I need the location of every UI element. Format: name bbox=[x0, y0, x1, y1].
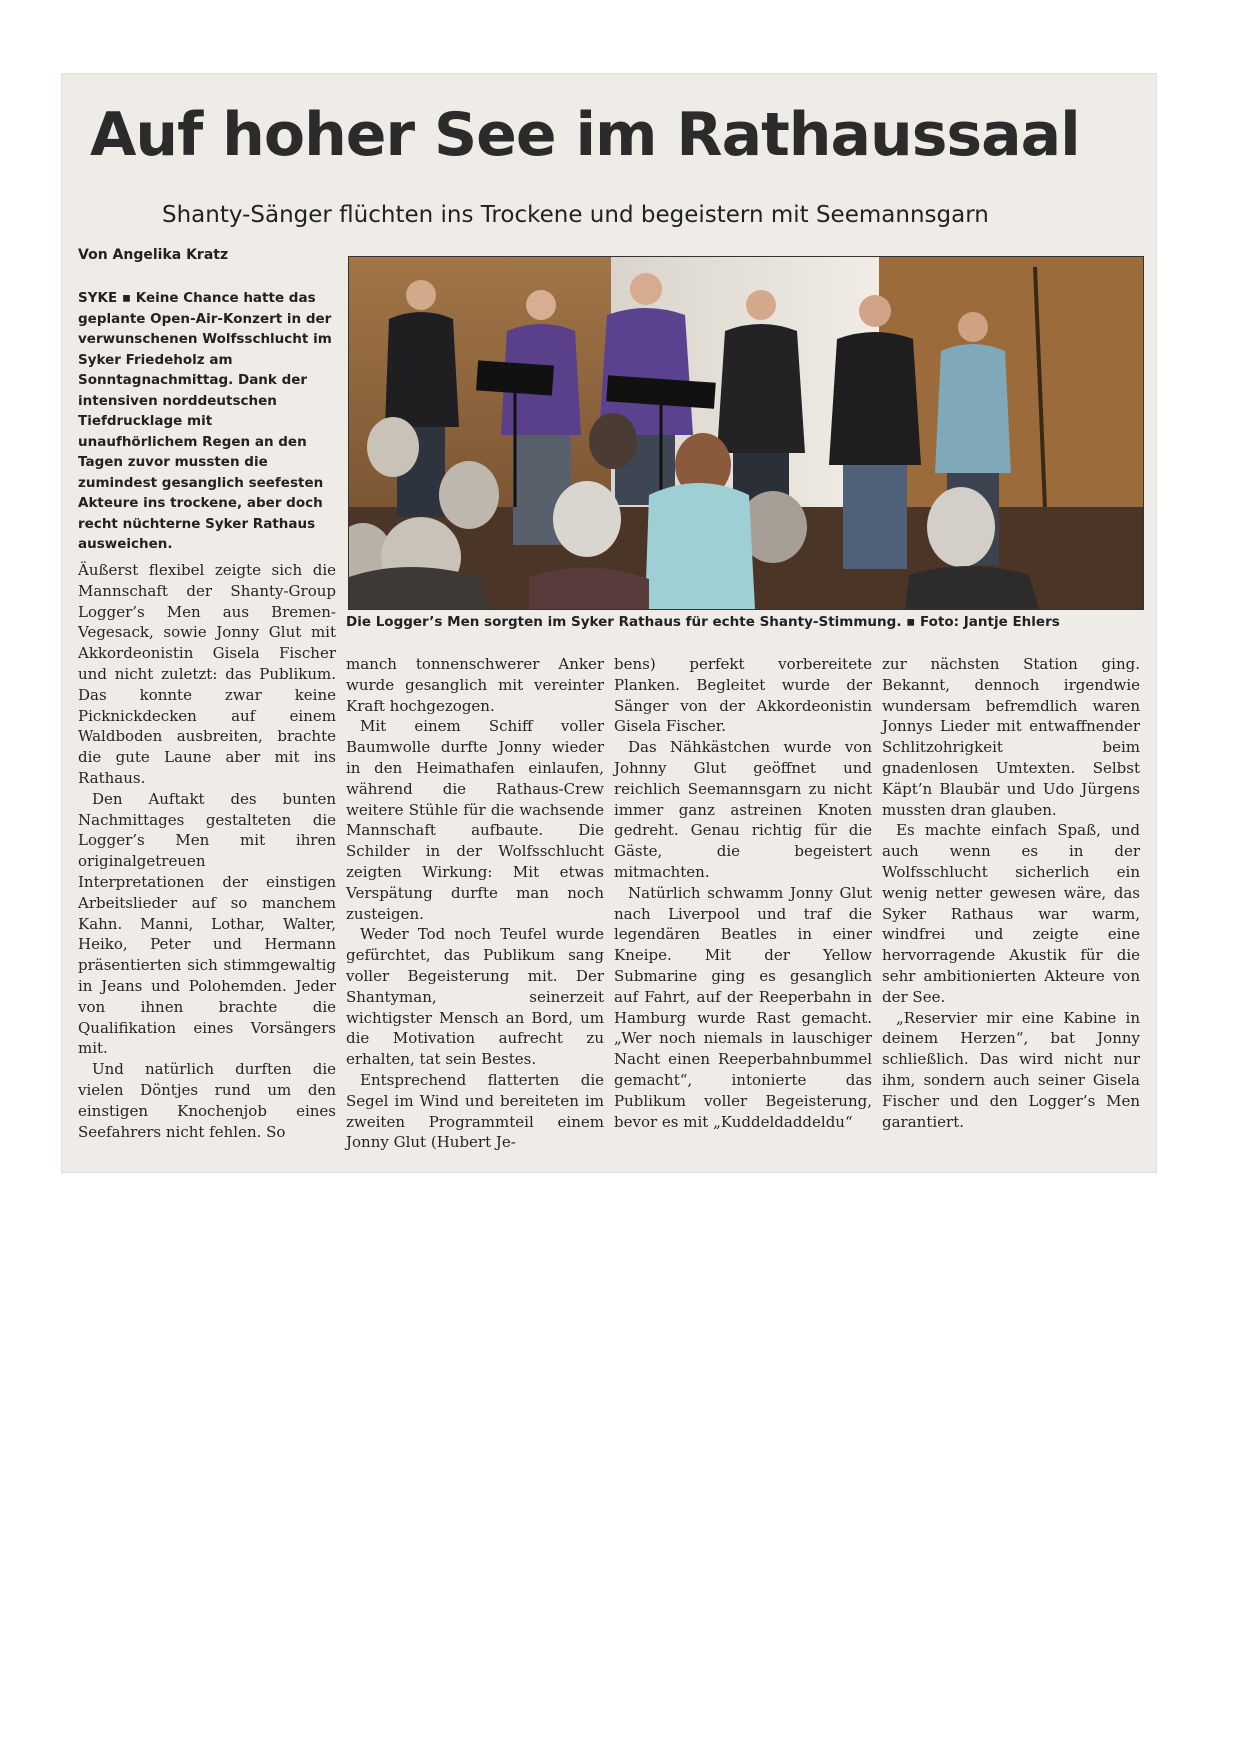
byline: Von Angelika Kratz bbox=[78, 247, 229, 263]
lead-paragraph bbox=[78, 288, 334, 555]
article-column-4 bbox=[882, 654, 1140, 1132]
paragraph: Entsprechend flatterten die Segel im Wind und bereiteten im zweiten Programmteil einem Jonny Glut (Hubert Je- bbox=[346, 1070, 604, 1152]
paragraph: manch tonnenschwerer Anker wurde gesanglich mit vereinter Kraft hochgezogen. bbox=[346, 655, 604, 715]
paragraph: Natürlich schwamm Jonny Glut nach Liverpool und traf die legendären Beatles in einer Kneipe. Mit der Yellow Submarine ging es gesanglich auf Fahrt, auf der Reeperbahn in Hamburg wurde Rast gemacht. „Wer noch niemals in lauschiger Nacht einen Reeperbahnbummel gemacht“, intonierte das Publikum voller Begeisterung, bevor es mit „Kuddeldaddeldu“ bbox=[614, 883, 872, 1131]
article-column-2 bbox=[346, 654, 604, 1153]
dateline: SYKE bbox=[78, 290, 118, 306]
paragraph: Und natürlich durften die vielen Döntjes rund um den einstigen Knochenjob eines Seefahrers nicht fehlen. So bbox=[78, 1060, 336, 1141]
newspaper-clipping bbox=[62, 74, 1156, 1172]
paragraph: bens) perfekt vorbereitete Planken. Begleitet wurde der Sänger von der Akkordeonistin Gisela Fischer. bbox=[614, 655, 872, 736]
paragraph: „Reservier mir eine Kabine in deinem Herzen“, bat Jonny schließlich. Das wird nicht nur ihm, sondern auch seiner Gisela Fischer und den Logger’s Men garantiert. bbox=[882, 1008, 1140, 1131]
paragraph: Den Auftakt des bunten Nachmittages gestalteten die Logger’s Men mit ihren originalgetreuen Interpretationen der einstigen Arbeitslieder auf so manchem Kahn. Manni, Lothar, Walter, Heiko, Peter und Hermann präsentierten sich stimmgewaltig in Jeans und Polohemden. Jeder von ihnen brachte die Qualifikation eines Vorsängers mit. bbox=[78, 789, 336, 1058]
lead-text: Keine Chance hatte das geplante Open-Air-Konzert in der verwunschenen Wolfsschlucht im Syker Friedeholz am Sonntagnachmittag. Dank der intensiven norddeutschen Tiefdrucklage mit unaufhörlichem Regen an den Tagen zuvor mussten die zumindest gesanglich seefesten Akteure ins trockene, aber doch recht nüchterne Syker Rathaus ausweichen. bbox=[78, 290, 332, 552]
headline: Auf hoher See im Rathaussaal bbox=[90, 100, 1080, 170]
concert-photo bbox=[348, 256, 1144, 610]
paragraph: Mit einem Schiff voller Baumwolle durfte Jonny wieder in den Heimathafen einlaufen, während die Rathaus-Crew weitere Stühle für die wachsende Mannschaft aufbaute. Die Schilder in der Wolfsschlucht zeigten Wirkung: Mit etwas Verspätung durfte man noch zusteigen. bbox=[346, 717, 604, 923]
singers-on-stage-illustration bbox=[349, 257, 1143, 609]
paragraph: Es machte einfach Spaß, und auch wenn es in der Wolfsschlucht sicherlich ein wenig netter gewesen wäre, das Syker Rathaus war warm, windfrei und zeigte eine hervorragende Akustik für die sehr ambitionierten Akteure von der See. bbox=[882, 821, 1140, 1006]
article-column-1 bbox=[78, 560, 336, 1142]
paragraph: Weder Tod noch Teufel wurde gefürchtet, das Publikum sang voller Begeisterung mit. Der Shantyman, seinerzeit wichtigster Mensch an Bord, um die Motivation aufrecht zu erhalten, tat sein Bestes. bbox=[346, 925, 604, 1069]
paragraph: zur nächsten Station ging. Bekannt, dennoch irgendwie wundersam befremdlich waren Jonnys Lieder mit entwaffnender Schlitzohrigkeit beim gnadenlosen Umtexten. Selbst Käpt’n Blaubär und Udo Jürgens mussten dran glauben. bbox=[882, 655, 1140, 819]
article-column-3 bbox=[614, 654, 872, 1132]
photo-caption: Die Logger’s Men sorgten im Syker Rathaus für echte Shanty-Stimmung. ▪ Foto: Jantje Ehlers bbox=[346, 614, 1060, 630]
subheadline: Shanty-Sänger flüchten ins Trockene und begeistern mit Seemannsgarn bbox=[162, 202, 989, 228]
paragraph: Das Nähkästchen wurde von Johnny Glut geöffnet und reichlich Seemannsgarn zu nicht immer ganz astreinen Knoten gedreht. Genau richtig für die Gäste, die begeistert mitmachten. bbox=[614, 738, 872, 881]
paragraph: Äußerst flexibel zeigte sich die Mannschaft der Shanty-Group Logger’s Men aus Bremen-Vegesack, sowie Jonny Glut mit Akkordeonistin Gisela Fischer und nicht zuletzt: das Publikum. Das konnte zwar keine Picknickdecken auf einem Waldboden ausbreiten, brachte die gute Laune aber mit ins Rathaus. bbox=[78, 561, 336, 787]
dateline-separator: ▪ bbox=[121, 290, 132, 306]
